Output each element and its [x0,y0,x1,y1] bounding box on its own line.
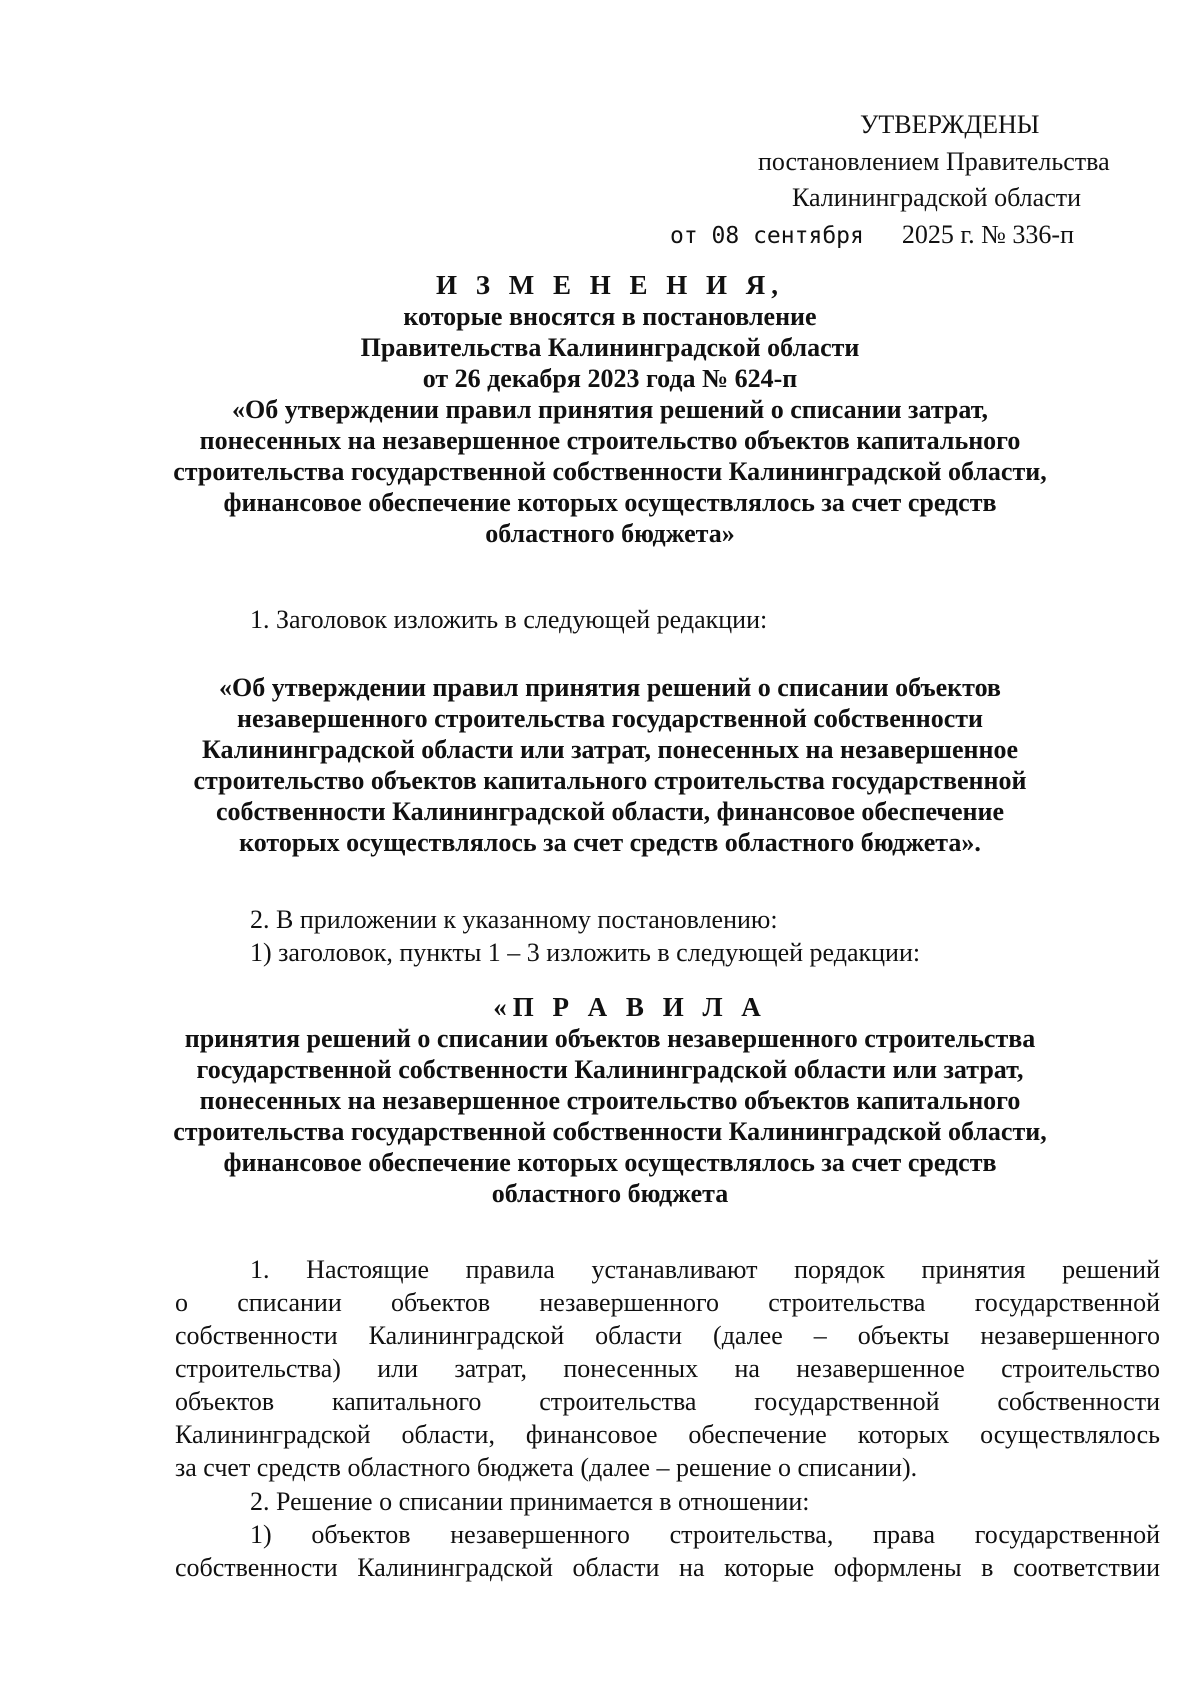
rules-line: финансовое обеспечение которых осуществлялось за счет средств [223,1148,997,1177]
approval-region: Калининградской области [792,183,1082,212]
approval-by: постановлением Правительства [758,147,1110,176]
rules-line: понесенных на незавершенное строительство объектов капитального [199,1086,1021,1115]
point-1-line: собственности Калининградской области (далее – объекты незавершенного [175,1321,1160,1350]
approval-date [670,218,1074,253]
changes-line: строительства государственной собственности Калининградской области, [173,457,1047,486]
point-1-line: 1. Настоящие правила устанавливают порядок принятия решений [250,1255,1160,1284]
rules-line: принятия решений о списании объектов незавершенного строительства [184,1024,1036,1053]
changes-heading: И З М Е Н Е Н И Я, [435,270,784,300]
approval-date-suffix: 2025 г. № 336-п [901,220,1074,249]
new-title-line: Калининградской области или затрат, понесенных на незавершенное [201,735,1019,764]
rules-line: областного бюджета [491,1179,729,1208]
changes-line: от 26 декабря 2023 года № 624-п [422,364,798,393]
new-title-line: собственности Калининградской области, финансовое обеспечение [215,797,1005,826]
changes-line: финансовое обеспечение которых осуществлялось за счет средств [223,488,997,517]
point-1-line: строительства) или затрат, понесенных на незавершенное строительство [175,1354,1160,1383]
rules-line: строительства государственной собственности Калининградской области, [173,1117,1047,1146]
changes-line: «Об утверждении правил принятия решений о списании затрат, [231,395,989,424]
item-2-line-1: 2. В приложении к указанному постановлению: [250,905,778,934]
point-2-text: 2. Решение о списании принимается в отношении: [250,1487,810,1516]
item-1-text: 1. Заголовок изложить в следующей редакции: [250,605,768,634]
changes-line: областного бюджета» [485,519,735,548]
point-2-1-paragraph [175,1518,1160,1584]
rules-heading-block [150,992,1070,1209]
new-title-line: которых осуществлялось за счет средств областного бюджета». [239,828,981,857]
point-1-line: за счет средств областного бюджета (далее – решение о списании). [175,1453,918,1482]
changes-line: Правительства Калининградской области [360,333,860,362]
point-1-paragraph [175,1253,1160,1484]
new-title-line: незавершенного строительства государственной собственности [236,704,984,733]
rules-heading: «П Р А В И Л А [493,992,767,1022]
new-title-block [160,672,1060,858]
changes-line: понесенных на незавершенное строительство объектов капитального [199,426,1021,455]
new-title-line: «Об утверждении правил принятия решений о списании объектов [219,673,1001,702]
point-1-line: о списании объектов незавершенного строительства государственной [175,1288,1160,1317]
point-1-line: Калининградской области, финансовое обеспечение которых осуществлялось [175,1420,1160,1449]
approval-date-prefix: от 08 сентября [670,223,864,249]
point-1-line: объектов капитального строительства государственной собственности [175,1387,1160,1416]
new-title-line: строительство объектов капитального строительства государственной [193,766,1027,795]
rules-line: государственной собственности Калининградской области или затрат, [196,1055,1024,1084]
item-2-line-2: 1) заголовок, пункты 1 – 3 изложить в следующей редакции: [250,938,921,967]
changes-heading-block [150,270,1070,549]
point-2-1-line: собственности Калининградской области на которые оформлены в соответствии [175,1553,1160,1582]
point-2-1-line: 1) объектов незавершенного строительства, права государственной [250,1520,1160,1549]
approval-title: УТВЕРЖДЕНЫ [860,110,1040,139]
changes-line: которые вносятся в постановление [403,302,817,331]
